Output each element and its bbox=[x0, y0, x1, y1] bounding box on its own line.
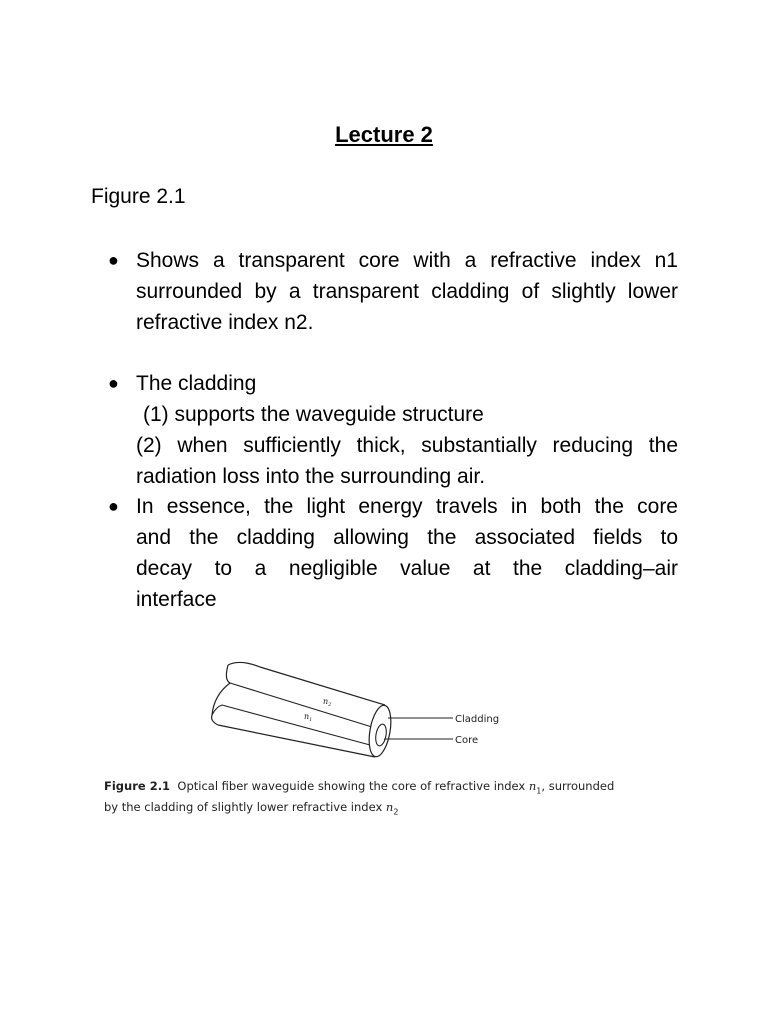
bullet-body bbox=[136, 491, 678, 615]
bullet-line: radiation loss into the surrounding air. bbox=[136, 465, 486, 488]
figure-caption bbox=[104, 778, 624, 821]
bullet-line: (2) when sufficiently thick, substantially reducing the bbox=[136, 434, 678, 457]
caption-label: Figure 2.1 bbox=[104, 779, 171, 793]
bullet-body bbox=[136, 245, 678, 338]
caption-n2-sub: 2 bbox=[393, 807, 399, 817]
bullet-line: In essence, the light energy travels in both the core bbox=[136, 495, 678, 518]
bullet-line: decay to a negligible value at the cladding–air bbox=[136, 557, 678, 580]
caption-n1-sub: 1 bbox=[536, 786, 542, 796]
cladding-left-end bbox=[212, 665, 230, 725]
bullet-line: interface bbox=[136, 588, 217, 611]
cladding-outer-top bbox=[228, 662, 385, 705]
bullet-line: The cladding bbox=[136, 372, 257, 395]
page-title: Lecture 2 bbox=[335, 122, 433, 147]
bullet-item-1 bbox=[108, 245, 678, 338]
bullet-line: refractive index n2. bbox=[136, 311, 314, 334]
core-label: Core bbox=[455, 735, 479, 746]
bullet-item-2 bbox=[108, 368, 678, 492]
cladding-outer-bottom bbox=[218, 725, 375, 757]
n2-label: $n_2$ bbox=[323, 697, 332, 708]
cladding-label: Cladding bbox=[455, 714, 500, 725]
bullet-line: and the cladding allowing the associated fields to bbox=[136, 526, 678, 549]
optical-fiber-diagram bbox=[200, 655, 520, 765]
bullet-item-3 bbox=[108, 491, 678, 615]
bullet-body bbox=[136, 368, 678, 492]
bullet-dot-icon: ● bbox=[108, 373, 119, 393]
core-top-line bbox=[230, 683, 372, 727]
bullet-dot-icon: ● bbox=[108, 496, 119, 516]
bullet-dot-icon: ● bbox=[108, 250, 119, 270]
n1-label: $n_1$ bbox=[304, 712, 313, 723]
caption-text-2: , surrounded bbox=[541, 779, 615, 793]
caption-n1: n bbox=[528, 779, 537, 793]
caption-n2: n bbox=[385, 800, 394, 815]
fiber-illustration bbox=[200, 655, 520, 765]
caption-text-1: Optical fiber waveguide showing the core of refractive index bbox=[177, 779, 529, 793]
bullet-line: Shows a transparent core with a refractive index n1 bbox=[136, 249, 678, 272]
caption-text-line2: by the cladding of slightly lower refractive index bbox=[104, 800, 386, 815]
bullet-line: (1) supports the waveguide structure bbox=[143, 403, 484, 426]
figure-heading: Figure 2.1 bbox=[91, 185, 186, 208]
bullet-line: surrounded by a transparent cladding of slightly lower bbox=[136, 280, 678, 303]
core-lower-line bbox=[222, 705, 370, 745]
